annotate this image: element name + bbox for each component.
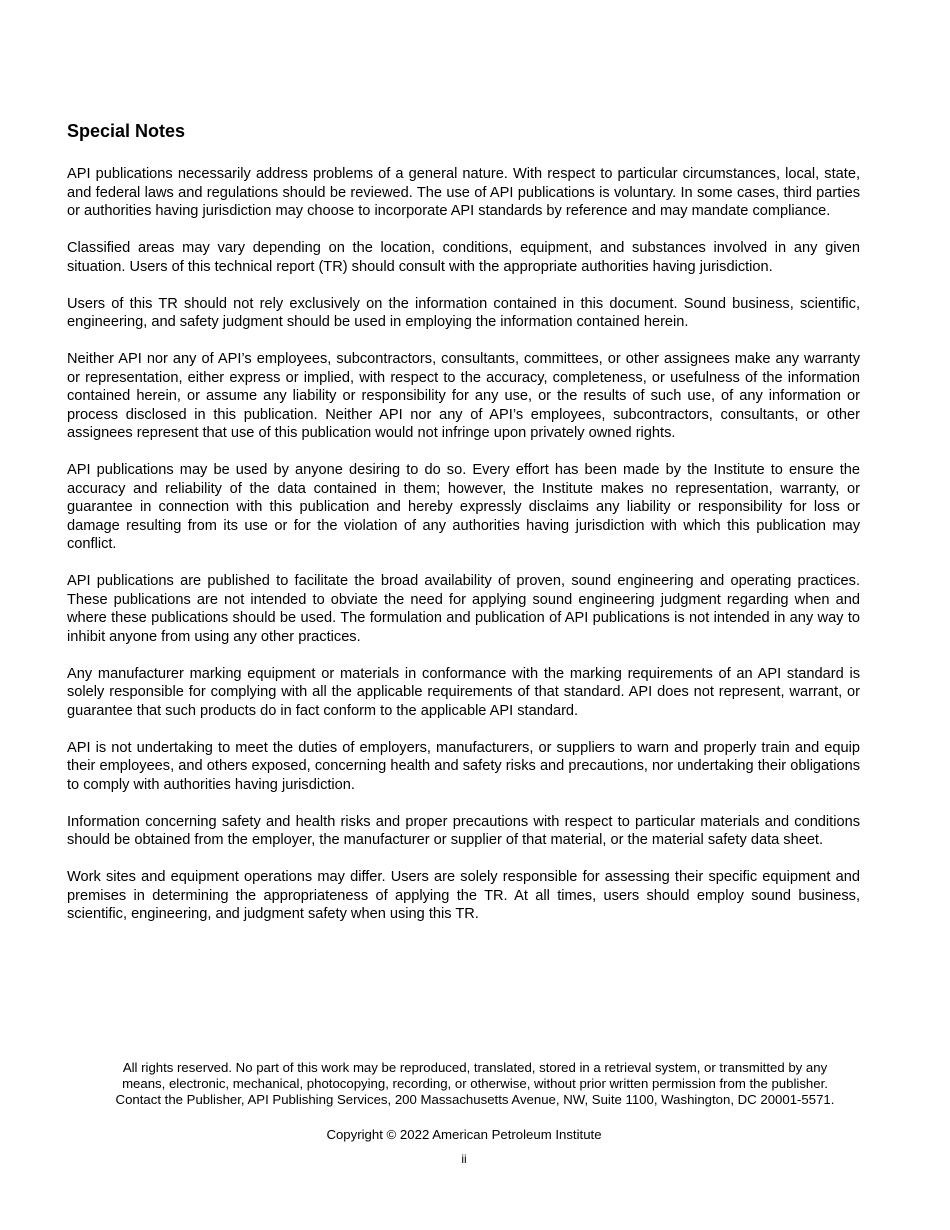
- copyright-notice: Copyright © 2022 American Petroleum Institute: [326, 1127, 602, 1142]
- paragraph: Information concerning safety and health risks and proper precautions with respect to particular materials and conditions should be obtained from the employer, the manufacturer or supplier of that material, or the material safety data sheet.: [67, 813, 860, 848]
- rights-line: means, electronic, mechanical, photocopying, recording, or otherwise, without prior written permission from the publisher.: [122, 1076, 828, 1091]
- paragraph: Classified areas may vary depending on the location, conditions, equipment, and substances involved in any given situation. Users of this technical report (TR) should consult with the appropriate authorities having jurisdiction.: [67, 240, 860, 275]
- paragraph: API publications may be used by anyone desiring to do so. Every effort has been made by the Institute to ensure the accuracy and reliability of the data contained in them; however, the Institute makes no representation, warranty, or guarantee in connection with this publication and hereby expressly disclaims any liability or responsibility for loss or damage resulting from its use or for the violation of any authorities having jurisdiction with which this publication may conflict.: [67, 462, 860, 552]
- paragraph: API is not undertaking to meet the duties of employers, manufacturers, or suppliers to warn and properly train and equip their employees, and others exposed, concerning health and safety risks and precautions, nor undertaking their obligations to comply with authorities having jurisdiction.: [67, 739, 860, 793]
- rights-line: All rights reserved. No part of this work may be reproduced, translated, stored in a retrieval system, or transmitted by any: [122, 1060, 828, 1075]
- page-title: Special Notes: [67, 121, 186, 141]
- special-notes-body: [67, 165, 860, 942]
- paragraph: Neither API nor any of API’s employees, subcontractors, consultants, committees, or other assignees make any warranty or representation, either express or implied, with respect to the accuracy, completeness, or usefulness of the information contained herein, or assume any liability or responsibility for any use, or the results of such use, of any information or process disclosed in this publication. Neither API nor any of API’s employees, subcontractors, consultants, or other assignees represent that use of this publication would not infringe upon privately owned rights.: [67, 351, 860, 441]
- rights-line: Contact the Publisher, API Publishing Services, 200 Massachusetts Avenue, NW, Suite 1100, Washington, DC 20001-5571.: [115, 1092, 835, 1107]
- paragraph: API publications are published to facilitate the broad availability of proven, sound engineering and operating practices. These publications are not intended to obviate the need for applying sound engineering judgment regarding when and where these publications should be used. The formulation and publication of API publications is not intended in any way to inhibit anyone from using any other practices.: [67, 573, 860, 645]
- paragraph: Work sites and equipment operations may differ. Users are solely responsible for assessing their specific equipment and premises in determining the appropriateness of applying the TR. At all times, users should employ sound business, scientific, engineering, and judgment safety when using this TR.: [67, 869, 860, 922]
- paragraph: Any manufacturer marking equipment or materials in conformance with the marking requirements of an API standard is solely responsible for complying with all the applicable requirements of that standard. API does not represent, warrant, or guarantee that such products do in fact conform to the applicable API standard.: [67, 665, 860, 719]
- paragraph: API publications necessarily address problems of a general nature. With respect to particular circumstances, local, state, and federal laws and regulations should be reviewed. The use of API publications is voluntary. In some cases, third parties or authorities having jurisdiction may choose to incorporate API standards by reference and may mandate compliance.: [67, 166, 860, 219]
- paragraph: Users of this TR should not rely exclusively on the information contained in this document. Sound business, scientific, engineering, and safety judgment should be used in employing the information contained herein.: [67, 295, 860, 330]
- rights-notice: [40, 1060, 910, 1108]
- page-number: ii: [461, 1152, 467, 1166]
